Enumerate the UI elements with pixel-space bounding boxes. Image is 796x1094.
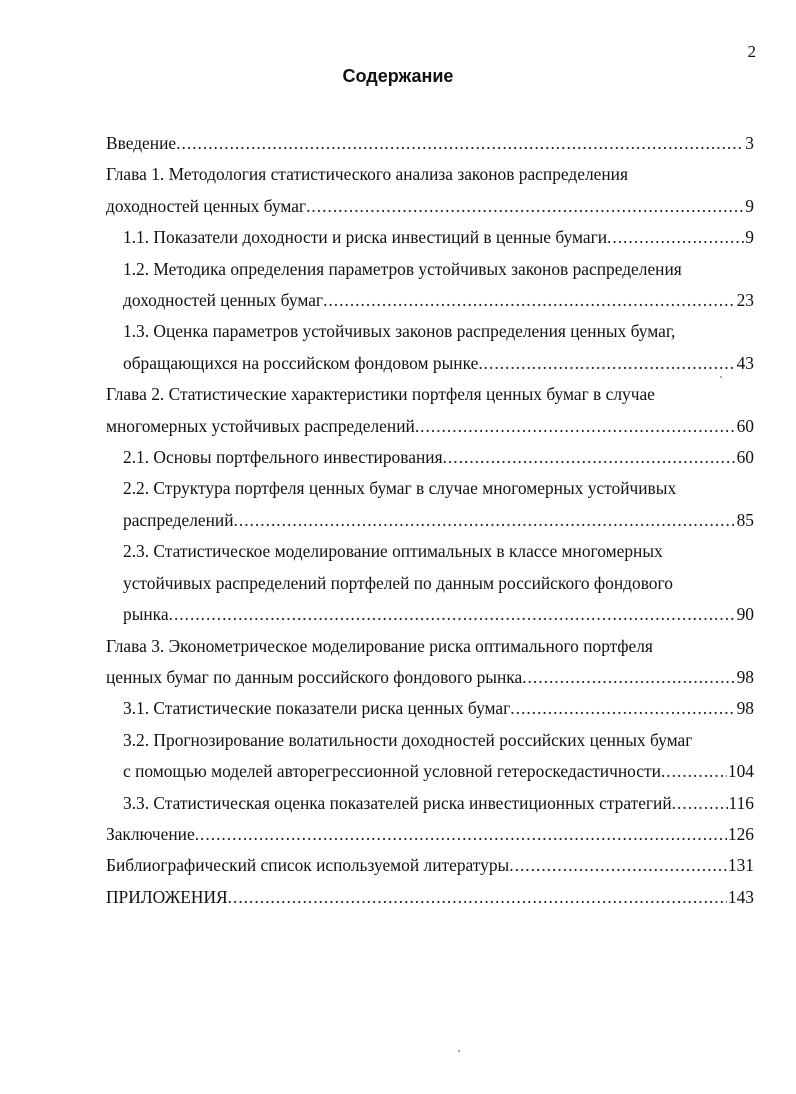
dot-leader bbox=[509, 850, 727, 881]
toc-entry-text: Библиографический список используемой литературы bbox=[106, 855, 510, 876]
toc-entry bbox=[106, 379, 754, 442]
toc-page-number: 116 bbox=[728, 792, 754, 813]
toc-entry-row bbox=[123, 505, 754, 536]
toc-entry-row bbox=[123, 222, 754, 253]
toc-page-number: 131 bbox=[727, 855, 754, 876]
page-number: 2 bbox=[747, 42, 756, 61]
toc-entry-text: ПРИЛОЖЕНИЯ bbox=[106, 886, 228, 907]
toc-entry bbox=[106, 882, 754, 913]
dot-leader bbox=[228, 882, 727, 913]
toc-entry bbox=[106, 442, 754, 473]
toc-entry-text: Введение bbox=[106, 133, 177, 153]
toc-entry-text: устойчивых распределений портфелей по данным российского фондового bbox=[123, 572, 673, 593]
dot-leader bbox=[510, 693, 735, 724]
dot-leader bbox=[443, 442, 736, 473]
toc-page-number: 9 bbox=[745, 195, 754, 216]
toc-entry-row bbox=[106, 850, 754, 881]
toc-entry-row bbox=[106, 882, 754, 913]
toc-entry bbox=[106, 819, 754, 850]
dot-leader bbox=[522, 662, 735, 693]
toc-entry-text: Глава 1. Методология статистического анализа законов распределения bbox=[106, 164, 628, 185]
toc-entry-row bbox=[106, 662, 754, 693]
toc-entry bbox=[106, 788, 754, 819]
dot-leader bbox=[323, 285, 736, 316]
toc-entry-row bbox=[106, 191, 754, 222]
toc-page-number: 85 bbox=[736, 509, 754, 530]
toc-entry-text: 2.3. Статистическое моделирование оптимальных в классе многомерных bbox=[123, 541, 663, 562]
toc-page-number: 126 bbox=[727, 823, 754, 844]
toc-page-number: 9 bbox=[745, 227, 754, 248]
toc-entry-text: многомерных устойчивых распределений bbox=[106, 415, 415, 436]
toc-page-number: 3 bbox=[745, 133, 754, 153]
toc-entry bbox=[106, 254, 754, 317]
toc-entry-row bbox=[106, 411, 754, 442]
toc-entry-text: 1.3. Оценка параметров устойчивых законов распределения ценных бумаг, bbox=[123, 321, 676, 342]
toc-entry bbox=[106, 222, 754, 253]
dot-leader bbox=[415, 411, 736, 442]
toc-page-number: 23 bbox=[736, 290, 754, 311]
toc-page-number: 104 bbox=[727, 761, 754, 782]
toc-entry bbox=[106, 850, 754, 881]
toc-entry bbox=[106, 631, 754, 694]
dot-leader bbox=[607, 222, 744, 253]
toc-page-number: 143 bbox=[727, 886, 754, 907]
toc-entry-text: 3.1. Статистические показатели риска ценных бумаг bbox=[123, 698, 511, 719]
toc-entry bbox=[106, 128, 754, 159]
toc-entry-text: Глава 3. Эконометрическое моделирование риска оптимального портфеля bbox=[106, 635, 653, 656]
dot-leader bbox=[478, 348, 735, 379]
toc-entry-text: 1.1. Показатели доходности и риска инвестиций в ценные бумаги bbox=[123, 227, 608, 248]
toc-entry-row bbox=[123, 788, 754, 819]
toc-entry bbox=[106, 316, 754, 379]
toc-entry-row bbox=[123, 599, 754, 630]
toc-entry-text: распределений bbox=[123, 509, 234, 530]
toc-entry-row bbox=[123, 442, 754, 473]
toc-entry-row bbox=[123, 348, 754, 379]
toc-entry-text: ценных бумаг по данным российского фондового рынка bbox=[106, 666, 523, 687]
toc-page-number: 98 bbox=[736, 666, 754, 687]
toc-page-number: 98 bbox=[736, 698, 754, 719]
dot-leader bbox=[672, 788, 728, 819]
toc-page-number: 60 bbox=[736, 447, 754, 468]
toc-entry-text: 1.2. Методика определения параметров устойчивых законов распределения bbox=[123, 258, 682, 279]
page-title: Содержание bbox=[342, 66, 454, 86]
toc-page-number: 43 bbox=[736, 352, 754, 373]
dot-leader bbox=[195, 819, 727, 850]
toc-entry bbox=[106, 693, 754, 724]
table-of-contents bbox=[106, 128, 754, 913]
toc-entry-row bbox=[123, 693, 754, 724]
toc-entry-text: обращающихся на российском фондовом рынке bbox=[123, 352, 479, 373]
toc-entry-text: доходностей ценных бумаг bbox=[123, 290, 324, 311]
scan-speck bbox=[458, 1050, 460, 1052]
toc-entry-text: 3.2. Прогнозирование волатильности доходностей российских ценных бумаг bbox=[123, 729, 693, 750]
toc-entry-row bbox=[123, 756, 754, 787]
toc-entry bbox=[106, 536, 754, 630]
dot-leader bbox=[661, 756, 727, 787]
toc-entry-text: Заключение bbox=[106, 823, 195, 844]
toc-entry-text: 2.1. Основы портфельного инвестирования bbox=[123, 447, 443, 468]
toc-entry bbox=[106, 159, 754, 222]
toc-entry-row bbox=[106, 128, 754, 159]
toc-entry-row bbox=[106, 819, 754, 850]
dot-leader bbox=[234, 505, 736, 536]
toc-entry-text: рынка bbox=[123, 604, 169, 625]
toc-entry-text: Глава 2. Статистические характеристики портфеля ценных бумаг в случае bbox=[106, 384, 655, 405]
toc-entry bbox=[106, 725, 754, 788]
toc-entry-text: с помощью моделей авторегрессионной условной гетероскедастичности bbox=[123, 761, 661, 782]
toc-entry-text: 2.2. Структура портфеля ценных бумаг в случае многомерных устойчивых bbox=[123, 478, 677, 499]
toc-page-number: 90 bbox=[736, 604, 754, 625]
toc-entry bbox=[106, 473, 754, 536]
dot-leader bbox=[176, 128, 744, 159]
toc-entry-text: доходностей ценных бумаг bbox=[106, 195, 307, 216]
dot-leader bbox=[169, 599, 736, 630]
dot-leader bbox=[306, 191, 744, 222]
toc-entry-row bbox=[123, 285, 754, 316]
toc-entry-text: 3.3. Статистическая оценка показателей риска инвестиционных стратегий bbox=[123, 792, 672, 813]
toc-page-number: 60 bbox=[736, 415, 754, 436]
scan-speck bbox=[720, 376, 722, 378]
